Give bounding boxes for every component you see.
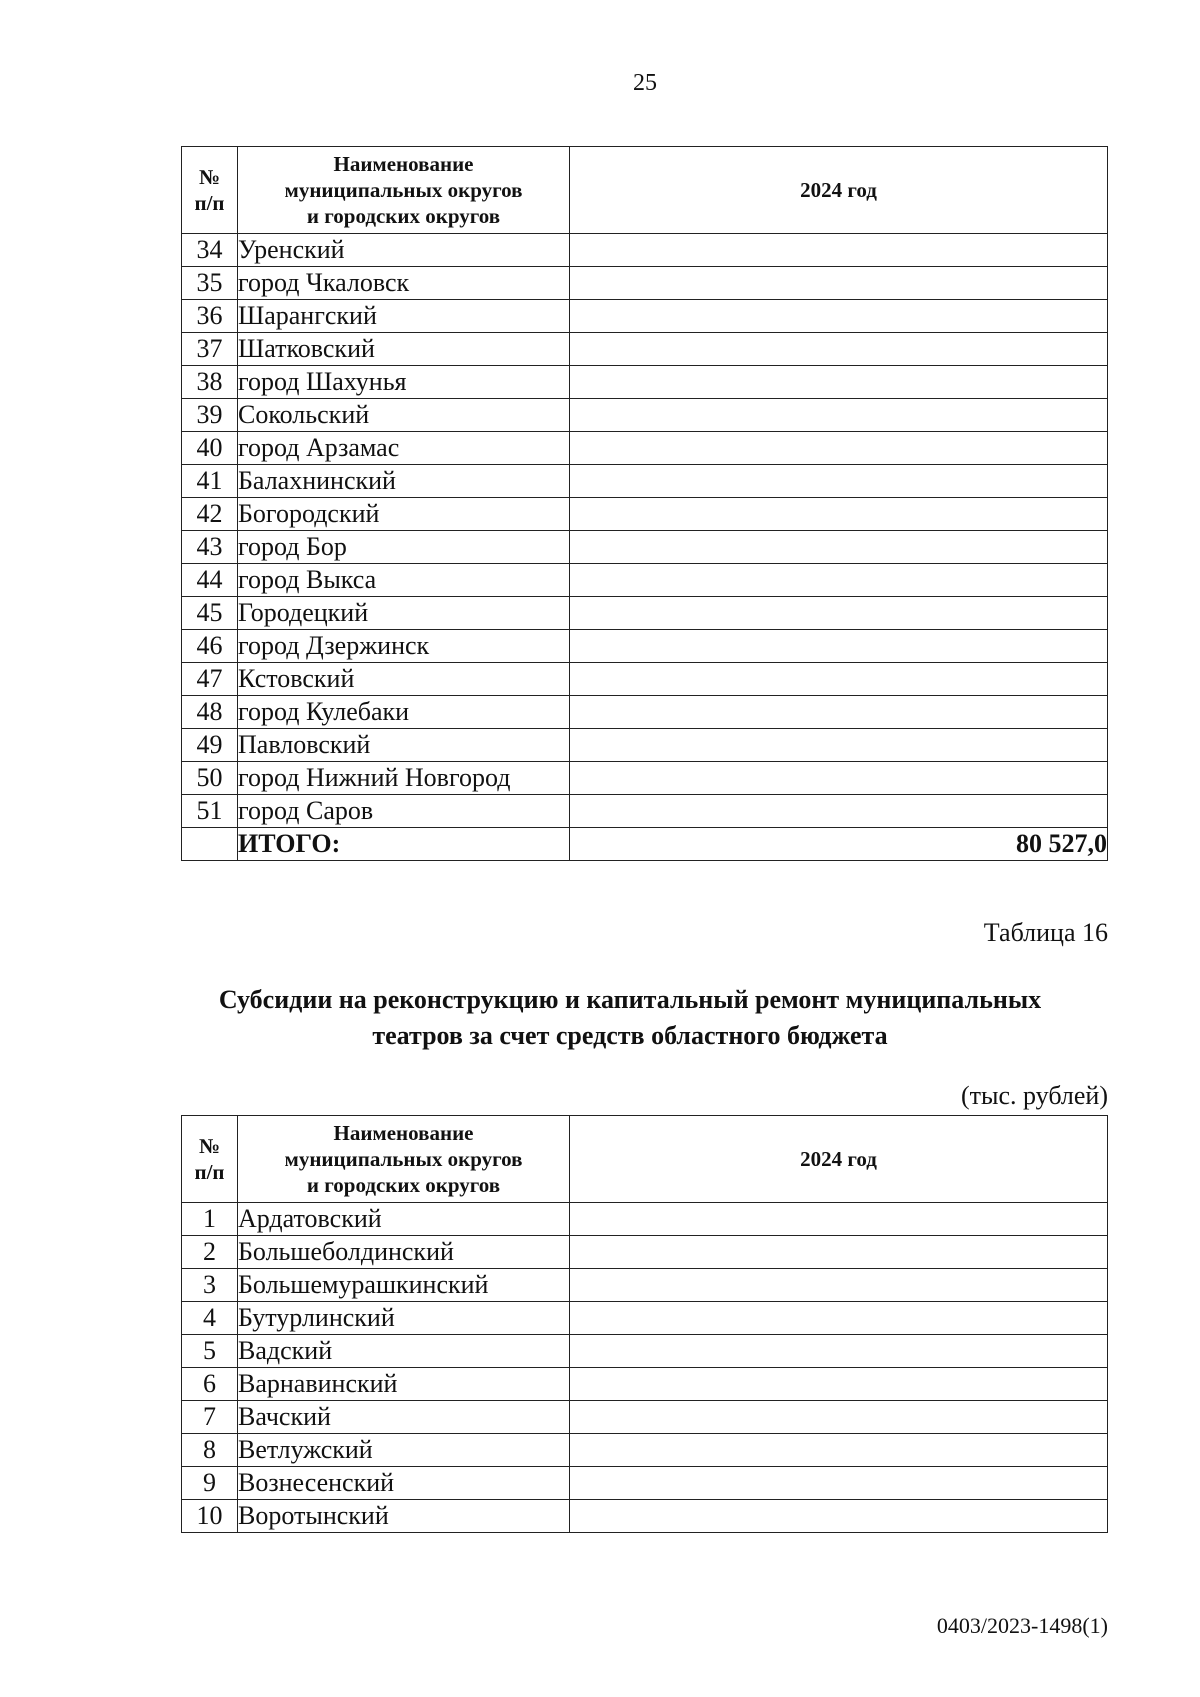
table-row xyxy=(182,366,1108,399)
row-number: 47 xyxy=(182,663,238,696)
row-number: 9 xyxy=(182,1467,238,1500)
year-value xyxy=(570,1203,1108,1236)
district-name: Шарангский xyxy=(238,300,570,333)
year-value xyxy=(570,1434,1108,1467)
district-name: Большеболдинский xyxy=(238,1236,570,1269)
table-row xyxy=(182,432,1108,465)
row-number: 39 xyxy=(182,399,238,432)
row-number: 10 xyxy=(182,1500,238,1533)
row-number: 5 xyxy=(182,1335,238,1368)
table-row xyxy=(182,762,1108,795)
year-value xyxy=(570,234,1108,267)
total-row xyxy=(182,828,1108,861)
year-value xyxy=(570,531,1108,564)
row-number: 35 xyxy=(182,267,238,300)
table-row xyxy=(182,399,1108,432)
row-number: 45 xyxy=(182,597,238,630)
row-number: 50 xyxy=(182,762,238,795)
district-name: Воротынский xyxy=(238,1500,570,1533)
district-name: город Кулебаки xyxy=(238,696,570,729)
row-number: 4 xyxy=(182,1302,238,1335)
district-name: Павловский xyxy=(238,729,570,762)
year-value xyxy=(570,465,1108,498)
district-name: Кстовский xyxy=(238,663,570,696)
row-number: 44 xyxy=(182,564,238,597)
header-year: 2024 год xyxy=(570,1116,1108,1203)
row-number: 48 xyxy=(182,696,238,729)
table-body xyxy=(182,234,1108,828)
year-value xyxy=(570,432,1108,465)
table-row xyxy=(182,1269,1108,1302)
table-row xyxy=(182,531,1108,564)
table-body xyxy=(182,1203,1108,1533)
district-name: Уренский xyxy=(238,234,570,267)
year-value xyxy=(570,663,1108,696)
district-name: город Дзержинск xyxy=(238,630,570,663)
table-row xyxy=(182,333,1108,366)
table-header-row xyxy=(182,147,1108,234)
district-name: Сокольский xyxy=(238,399,570,432)
district-name: город Саров xyxy=(238,795,570,828)
year-value xyxy=(570,597,1108,630)
table-row xyxy=(182,696,1108,729)
district-name: Богородский xyxy=(238,498,570,531)
year-value xyxy=(570,1236,1108,1269)
table-row xyxy=(182,1434,1108,1467)
row-number: 42 xyxy=(182,498,238,531)
table-row xyxy=(182,795,1108,828)
table-row xyxy=(182,1302,1108,1335)
row-number: 41 xyxy=(182,465,238,498)
year-value xyxy=(570,399,1108,432)
row-number: 46 xyxy=(182,630,238,663)
table-row xyxy=(182,597,1108,630)
table-row xyxy=(182,465,1108,498)
district-name: Шатковский xyxy=(238,333,570,366)
year-value xyxy=(570,795,1108,828)
year-value xyxy=(570,1401,1108,1434)
theater-subsidies-table xyxy=(181,1115,1108,1533)
section-title: Субсидии на реконструкцию и капитальный ремонт муниципальных театров за счет средств областного бюджета xyxy=(218,985,1042,1050)
district-name: Большемурашкинский xyxy=(238,1269,570,1302)
year-value xyxy=(570,1368,1108,1401)
year-value xyxy=(570,366,1108,399)
row-number: 8 xyxy=(182,1434,238,1467)
header-district-name: Наименование муниципальных округов и городских округов xyxy=(238,147,570,234)
district-name: город Чкаловск xyxy=(238,267,570,300)
row-number: 3 xyxy=(182,1269,238,1302)
district-name: город Выкса xyxy=(238,564,570,597)
year-value xyxy=(570,1467,1108,1500)
table-row xyxy=(182,630,1108,663)
district-name: город Арзамас xyxy=(238,432,570,465)
year-value xyxy=(570,1269,1108,1302)
table-row xyxy=(182,1500,1108,1533)
year-value xyxy=(570,762,1108,795)
table-row xyxy=(182,663,1108,696)
table-row xyxy=(182,1401,1108,1434)
year-value xyxy=(570,696,1108,729)
table-row xyxy=(182,1236,1108,1269)
table-row xyxy=(182,564,1108,597)
year-value xyxy=(570,1500,1108,1533)
table-row xyxy=(182,234,1108,267)
table-header-row xyxy=(182,1116,1108,1203)
page-number: 25 xyxy=(633,70,657,96)
document-code: 0403/2023-1498(1) xyxy=(936,1613,1108,1638)
row-number: 34 xyxy=(182,234,238,267)
district-name: Бутурлинский xyxy=(238,1302,570,1335)
table-row xyxy=(182,300,1108,333)
year-value xyxy=(570,1335,1108,1368)
row-number: 49 xyxy=(182,729,238,762)
district-name: Балахнинский xyxy=(238,465,570,498)
row-number: 37 xyxy=(182,333,238,366)
row-number: 36 xyxy=(182,300,238,333)
district-name: Ардатовский xyxy=(238,1203,570,1236)
year-value xyxy=(570,1302,1108,1335)
table-row xyxy=(182,267,1108,300)
district-name: город Нижний Новгород xyxy=(238,762,570,795)
row-number: 6 xyxy=(182,1368,238,1401)
district-name: Вознесенский xyxy=(238,1467,570,1500)
row-number: 38 xyxy=(182,366,238,399)
year-value xyxy=(570,333,1108,366)
row-number: 43 xyxy=(182,531,238,564)
year-value xyxy=(570,300,1108,333)
total-value: 80 527,0 xyxy=(570,828,1108,861)
year-value xyxy=(570,498,1108,531)
total-number-cell xyxy=(182,828,238,861)
table-row xyxy=(182,498,1108,531)
district-name: город Бор xyxy=(238,531,570,564)
header-year: 2024 год xyxy=(570,147,1108,234)
table-label: Таблица 16 xyxy=(983,918,1108,947)
row-number: 40 xyxy=(182,432,238,465)
district-name: Вадский xyxy=(238,1335,570,1368)
header-number: № п/п xyxy=(182,1116,238,1203)
row-number: 7 xyxy=(182,1401,238,1434)
year-value xyxy=(570,267,1108,300)
row-number: 2 xyxy=(182,1236,238,1269)
table-row xyxy=(182,1467,1108,1500)
row-number: 1 xyxy=(182,1203,238,1236)
district-name: Варнавинский xyxy=(238,1368,570,1401)
district-name: Ветлужский xyxy=(238,1434,570,1467)
districts-table-continued xyxy=(181,146,1108,861)
district-name: город Шахунья xyxy=(238,366,570,399)
row-number: 51 xyxy=(182,795,238,828)
year-value xyxy=(570,630,1108,663)
year-value xyxy=(570,729,1108,762)
units-label: (тыс. рублей) xyxy=(960,1081,1108,1110)
table-row xyxy=(182,1203,1108,1236)
table-row xyxy=(182,729,1108,762)
district-name: Вачский xyxy=(238,1401,570,1434)
district-name: Городецкий xyxy=(238,597,570,630)
header-number: № п/п xyxy=(182,147,238,234)
total-label: ИТОГО: xyxy=(238,828,570,861)
year-value xyxy=(570,564,1108,597)
table-row xyxy=(182,1368,1108,1401)
table-row xyxy=(182,1335,1108,1368)
header-district-name: Наименование муниципальных округов и городских округов xyxy=(238,1116,570,1203)
